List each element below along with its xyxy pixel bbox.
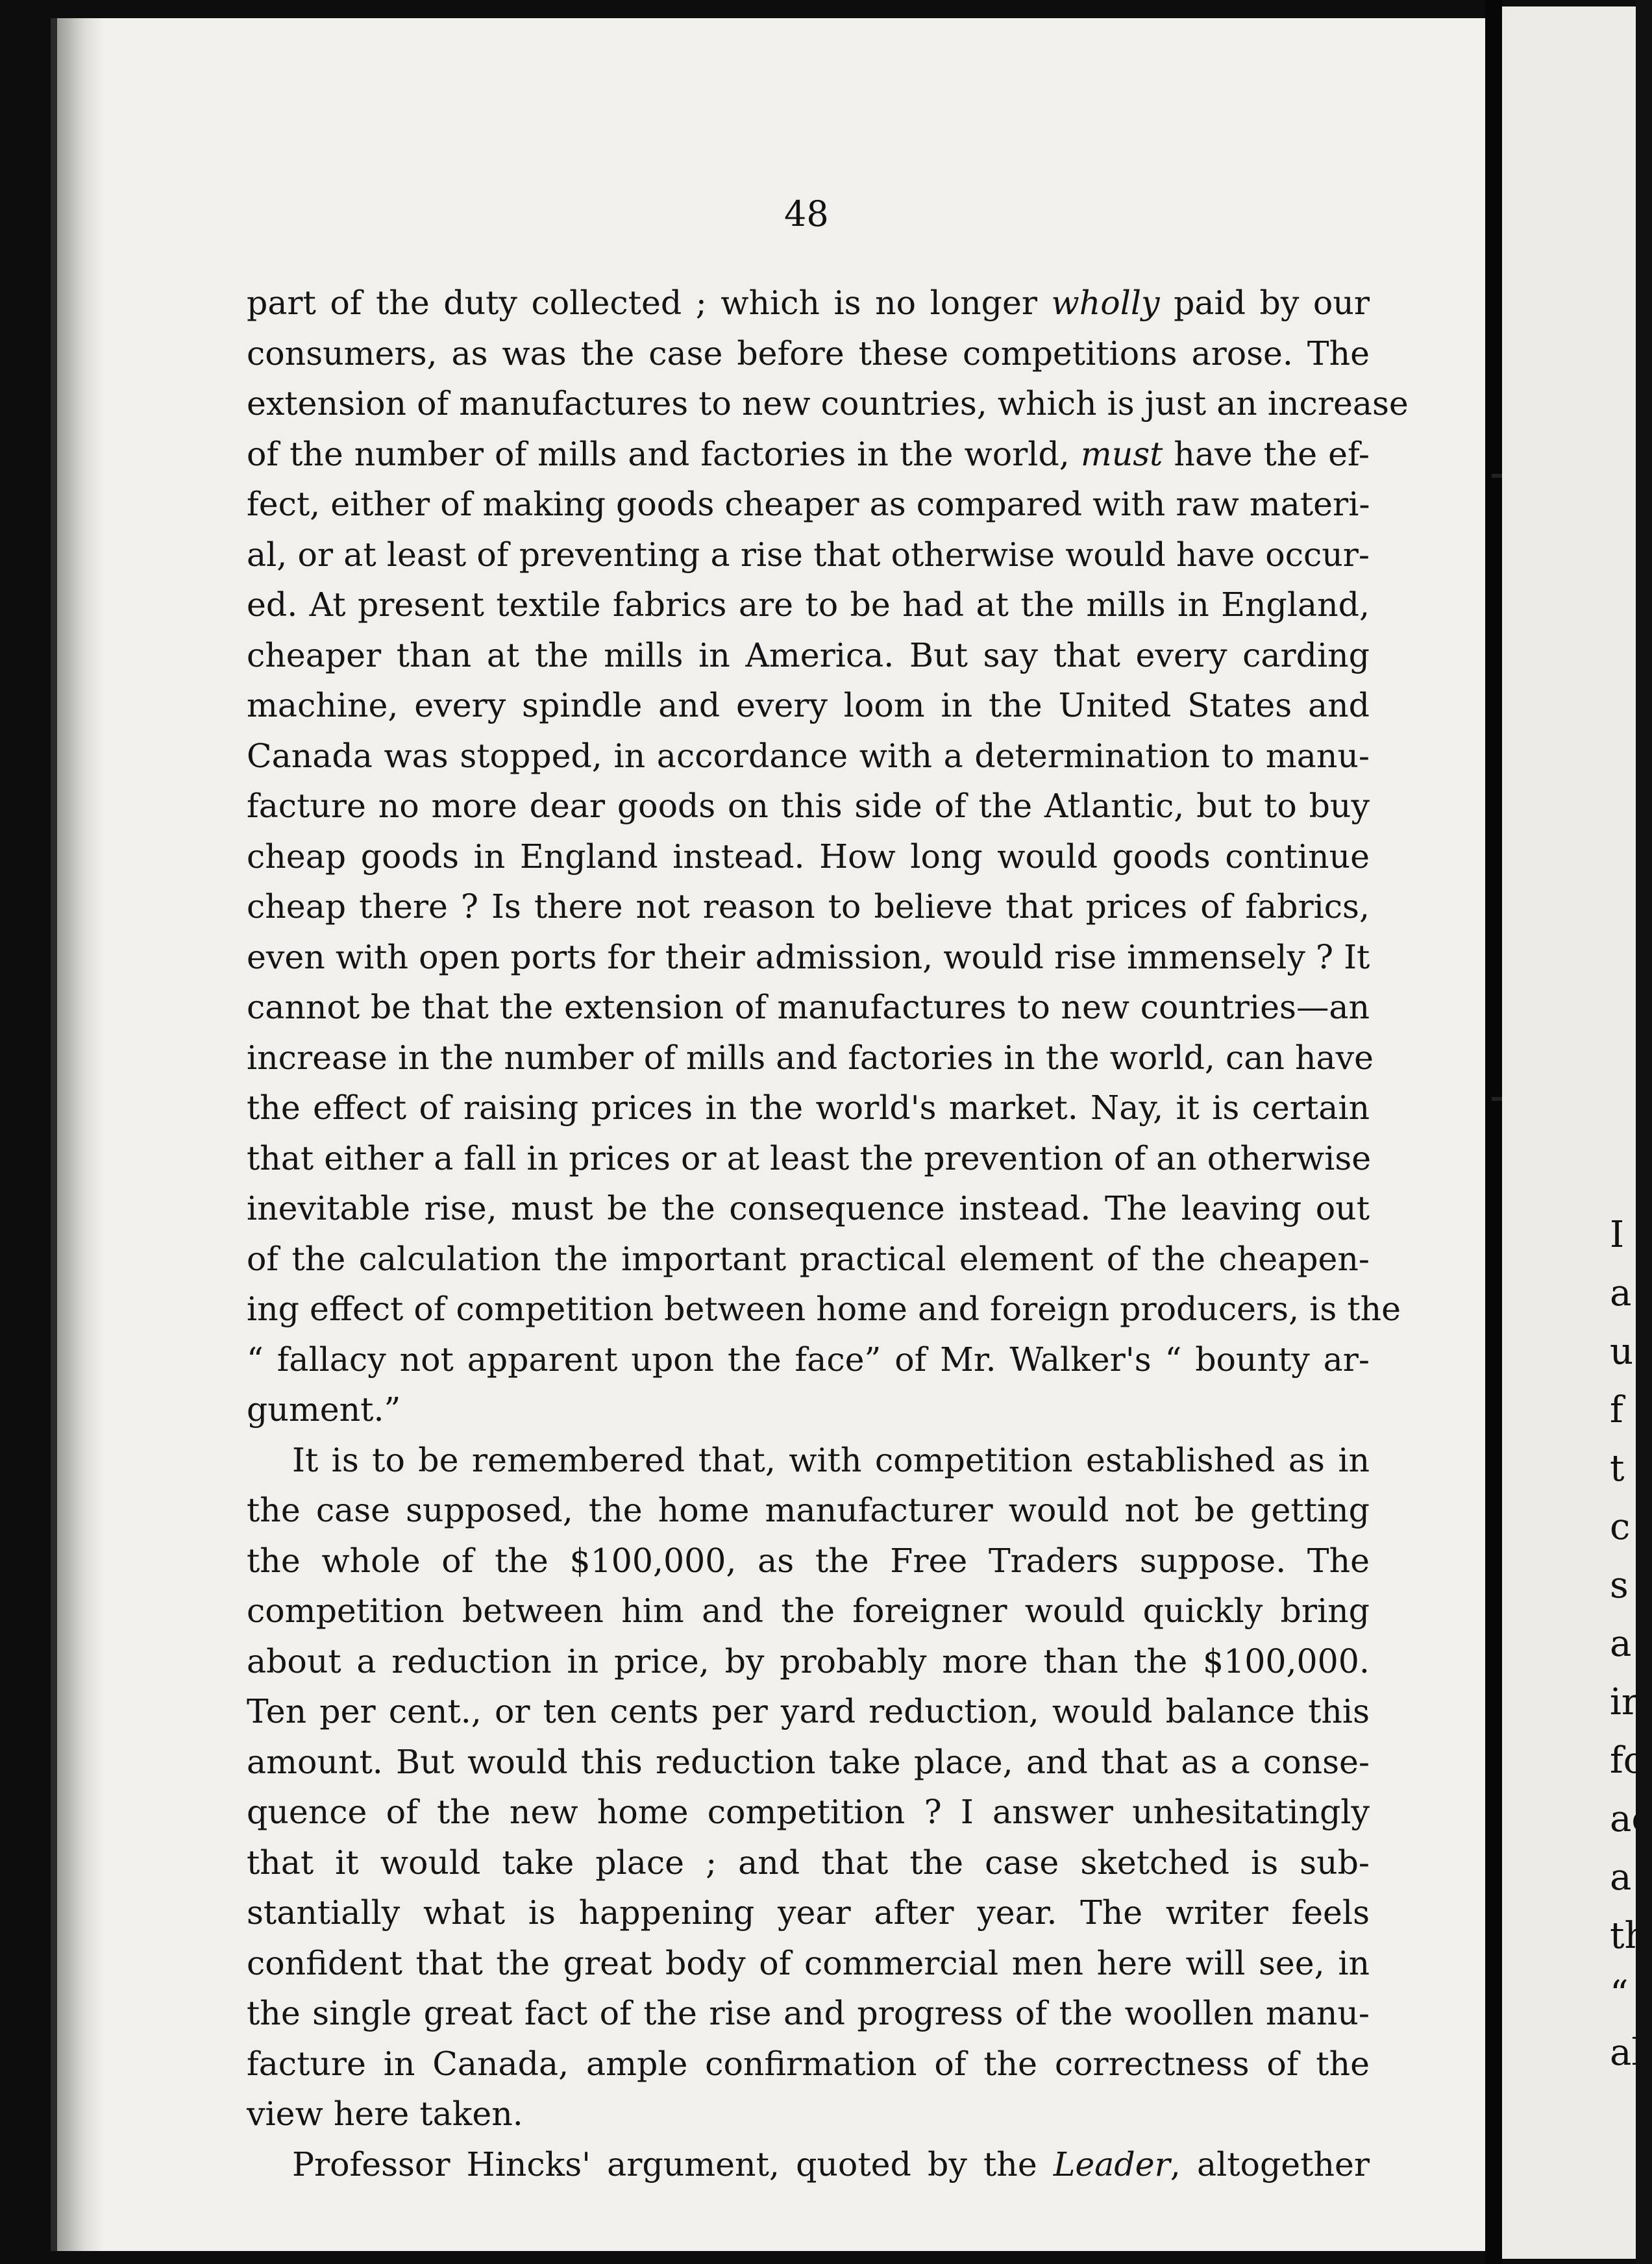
text-line: “ fallacy not apparent upon the face” of Mr. Walker's “ bounty ar- [247,1340,1370,1379]
paragraph [247,1435,1370,2139]
text-line: extension of manufactures to new countries, which is just an increase [247,384,1409,423]
adjacent-page-fragment: a [1610,1856,1632,1899]
text-line: facture no more dear goods on this side of the Atlantic, but to buy [247,787,1370,825]
adjacent-page-fragment: s [1610,1564,1629,1606]
text-line: fect, either of making goods cheaper as compared with raw materi- [247,485,1370,523]
text-line: the whole of the $100,000, as the Free Traders suppose. The [247,1541,1370,1580]
text-line: ing effect of competition between home and foreign producers, is the [247,1290,1401,1328]
gutter-shadow [57,18,103,2251]
text-line: increase in the number of mills and factories in the world, can have [247,1038,1374,1077]
text-line: stantially what is happening year after year. The writer feels [247,1893,1370,1932]
text-line: gument.” [247,1390,401,1429]
text-line: machine, every spindle and every loom in the United States and [247,686,1370,724]
text-line: Canada was stopped, in accordance with a determination to manu- [247,736,1370,775]
text-line: part of the duty collected ; which is no longer wholly paid by our [247,284,1370,322]
adjacent-page-fragment: al [1610,2032,1644,2074]
text-line: consumers, as was the case before these competitions arose. The [247,334,1370,373]
book-page [51,18,1499,2251]
text-line: inevitable rise, must be the consequence instead. The leaving out [247,1189,1370,1227]
adjacent-page-fragment: fo [1610,1740,1646,1782]
body-text [247,278,1409,2189]
italic-word: must [1080,434,1163,473]
text-line: the single great fact of the rise and progress of the woollen manu- [247,1994,1370,2032]
text-line: cheap there ? Is there not reason to believe that prices of fabrics, [247,887,1370,926]
adjacent-page-fragment: I [1610,1214,1625,1256]
adjacent-page-fragment: a [1610,1272,1632,1314]
text-line: cannot be that the extension of manufactures to new countries—an [247,988,1370,1026]
text-line: that it would take place ; and that the case sketched is sub- [247,1843,1370,1882]
text-line: the effect of raising prices in the world's market. Nay, it is certain [247,1089,1370,1127]
text-line: even with open ports for their admission, would rise immensely ? It [247,937,1370,976]
text-line: view here taken. [247,2095,523,2133]
adjacent-page-fragment: th [1610,1915,1648,1957]
paragraph [247,2139,1370,2190]
text-line: confident that the great body of commercial men here will see, in [247,1943,1370,1982]
text-line: It is to be remembered that, with competition established as in [292,1440,1370,1479]
paragraph [247,278,1409,1435]
text-line: that either a fall in prices or at least the prevention of an otherwise [247,1138,1372,1177]
adjacent-page-fragment: a [1610,1623,1632,1665]
adjacent-page-fragment: f [1610,1389,1623,1431]
text-line: amount. But would this reduction take place, and that as a conse- [247,1742,1370,1781]
text-line: al, or at least of preventing a rise that otherwise would have occur- [247,535,1370,574]
adjacent-page-sliver [1502,6,1652,2259]
text-line: cheap goods in England instead. How long would goods continue [247,837,1370,876]
adjacent-page-fragment: u [1610,1331,1634,1373]
page-number: 48 [784,193,829,234]
adjacent-page-fragment: ac [1610,1798,1652,1840]
italic-word: Leader [1053,2145,1170,2184]
text-line: Professor Hincks' argument, quoted by the Leader, altogether [292,2145,1370,2184]
page-edge-divider [1485,0,1502,2264]
text-line: ed. At present textile fabrics are to be had at the mills in England, [247,585,1370,624]
adjacent-page-fragment: “ [1610,1973,1629,2015]
text-line: of the number of mills and factories in the world, must have the ef- [247,434,1370,473]
text-line: of the calculation the important practical element of the cheapen- [247,1239,1370,1278]
adjacent-page-fragment: t [1610,1447,1625,1490]
text-line: cheaper than at the mills in America. But say that every carding [247,635,1370,674]
text-line: the case supposed, the home manufacturer would not be getting [247,1491,1370,1529]
text-line: quence of the new home competition ? I answer unhesitatingly [247,1793,1370,1831]
italic-word: wholly [1051,284,1160,322]
text-line: Ten per cent., or ten cents per yard reduction, would balance this [247,1692,1370,1730]
text-line: competition between him and the foreigner would quickly bring [247,1592,1370,1630]
adjacent-page-fragment: c [1610,1506,1631,1548]
text-line: facture in Canada, ample confirmation of the correctness of the [247,2044,1370,2083]
adjacent-page-fragment: ir [1610,1681,1639,1723]
text-line: about a reduction in price, by probably more than the $100,000. [247,1642,1370,1680]
